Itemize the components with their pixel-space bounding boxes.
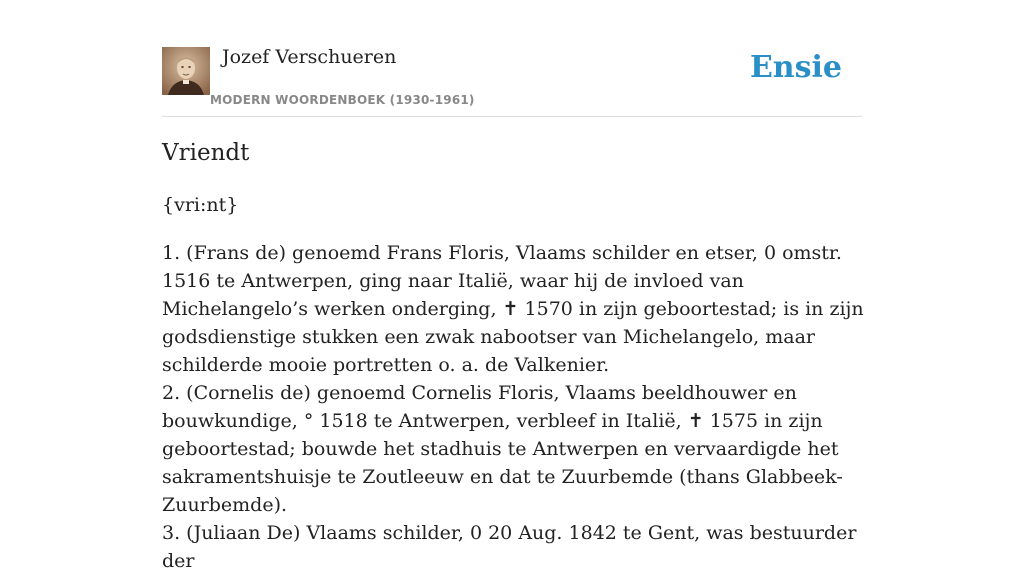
author-name[interactable]: Jozef Verschueren bbox=[222, 46, 397, 68]
definition-paragraph: 2. (Cornelis de) genoemd Cornelis Floris, Vlaams beeldhouwer en bouwkundige, ° 1518 te Antwerpen, verbleef in Italië, ✝ 1575 in zijn geboortestad; bouwde het stadhuis te Antwerpen en vervaardigde het sakramentshuisje te Zoutleeuw en dat te Zuurbemde (thans Glabbeek-Zuurbemde). bbox=[162, 382, 843, 516]
brand-logo[interactable]: Ensie bbox=[749, 50, 842, 85]
entry-definition bbox=[162, 239, 867, 575]
entry-title: Vriendt bbox=[162, 140, 250, 166]
author-avatar[interactable] bbox=[162, 47, 210, 95]
definition-paragraph: 3. (Juliaan De) Vlaams schilder, 0 20 Aug. 1842 te Gent, was bestuurder der bbox=[162, 522, 857, 572]
page-header bbox=[162, 0, 862, 117]
portrait-icon bbox=[162, 47, 210, 95]
definition-paragraph: 1. (Frans de) genoemd Frans Floris, Vlaams schilder en etser, 0 omstr. 1516 te Antwerpen, ging naar Italië, waar hij de invloed van Michelangelo’s werken onderging, ✝ 1570 in zijn geboortestad; is in zijn godsdienstige stukken een zwak nabootser van Michelangelo, maar schilderde mooie portretten o. a. de Valkenier. bbox=[162, 242, 864, 376]
source-label[interactable]: MODERN WOORDENBOEK (1930-1961) bbox=[210, 93, 475, 107]
entry-pronunciation: {vri:nt} bbox=[162, 194, 239, 216]
